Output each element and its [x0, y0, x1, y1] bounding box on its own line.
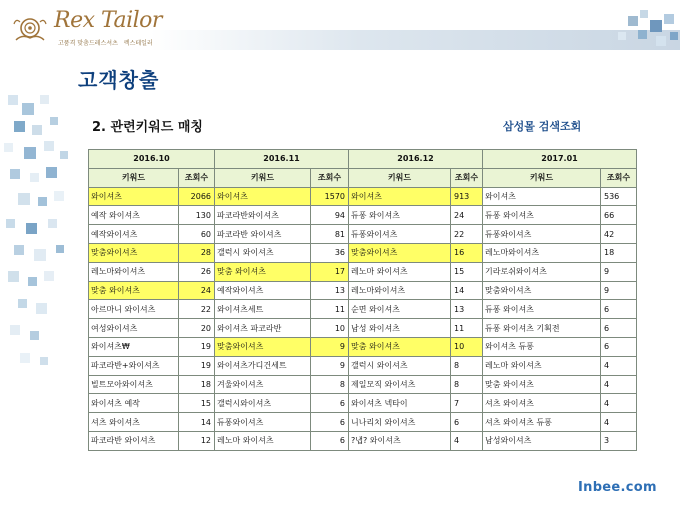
count-cell: 8: [451, 375, 483, 394]
table-row: [89, 356, 637, 375]
brand-tagline-text: 고품격 맞춤드레스셔츠: [58, 40, 118, 47]
count-cell: 8: [311, 375, 349, 394]
count-cell: 15: [179, 394, 215, 413]
keyword-table-body: [89, 187, 637, 450]
keyword-cell: 와이셔츠 듀퐁: [483, 337, 601, 356]
count-cell: 1570: [311, 187, 349, 206]
count-cell: 81: [311, 225, 349, 244]
count-cell: 22: [451, 225, 483, 244]
keyword-cell: 갤럭시 와이셔츠: [349, 356, 451, 375]
keyword-cell: 와이셔츠 넥타이: [349, 394, 451, 413]
keyword-cell: 갤럭시 와이셔츠: [215, 243, 311, 262]
keyword-cell: 듀퐁와이셔츠: [215, 413, 311, 432]
count-cell: 536: [601, 187, 637, 206]
count-cell: 19: [179, 356, 215, 375]
count-cell: 94: [311, 206, 349, 225]
count-cell: 24: [179, 281, 215, 300]
keyword-cell: 맞춤와이셔츠: [349, 243, 451, 262]
count-cell: 14: [451, 281, 483, 300]
keyword-column-header: 키워드: [349, 168, 451, 187]
keyword-cell: 와이셔츠: [483, 187, 601, 206]
month-header: 2016.10: [89, 150, 215, 169]
table-row: [89, 262, 637, 281]
count-cell: 18: [179, 375, 215, 394]
keyword-cell: 맞춤 와이셔츠: [89, 281, 179, 300]
keyword-cell: 와이셔츠: [349, 187, 451, 206]
count-cell: 60: [179, 225, 215, 244]
table-row: [89, 281, 637, 300]
section-title: 2. 관련키워드 매칭: [92, 120, 203, 135]
count-cell: 6: [601, 337, 637, 356]
table-row: [89, 413, 637, 432]
brand-tagline: [58, 38, 153, 47]
count-cell: 3: [601, 431, 637, 450]
decorative-mosaic-left: [0, 95, 80, 395]
decorative-mosaic-top-right: [590, 10, 680, 60]
keyword-cell: 듀퐁 와이셔츠: [349, 206, 451, 225]
keyword-cell: 레노마와이셔츠: [89, 262, 179, 281]
count-cell: 16: [451, 243, 483, 262]
keyword-cell: 파코라반+와이셔츠: [89, 356, 179, 375]
keyword-cell: 여성와이셔츠: [89, 319, 179, 338]
keyword-cell: 맞춤와이셔츠: [89, 243, 179, 262]
keyword-cell: 기라로쉬와이셔츠: [483, 262, 601, 281]
count-column-header: 조회수: [311, 168, 349, 187]
keyword-cell: 듀퐁 와이셔츠: [483, 300, 601, 319]
count-cell: 36: [311, 243, 349, 262]
keyword-cell: 맞춤와이셔츠: [215, 337, 311, 356]
keyword-cell: 남성 와이셔츠: [349, 319, 451, 338]
keyword-cell: 파코라반 와이셔츠: [89, 431, 179, 450]
count-cell: 130: [179, 206, 215, 225]
count-cell: 18: [601, 243, 637, 262]
keyword-cell: 맞춤 와이셔츠: [483, 375, 601, 394]
count-cell: 66: [601, 206, 637, 225]
keyword-cell: 갤럭시와이셔츠: [215, 394, 311, 413]
table-row: [89, 206, 637, 225]
count-cell: 4: [601, 356, 637, 375]
table-row: [89, 431, 637, 450]
count-cell: 6: [601, 319, 637, 338]
keyword-cell: 와이셔츠 파코라반: [215, 319, 311, 338]
count-cell: 9: [311, 337, 349, 356]
count-cell: 6: [311, 431, 349, 450]
count-cell: 13: [451, 300, 483, 319]
keyword-cell: 파코라반 와이셔츠: [215, 225, 311, 244]
keyword-cell: 제일모직 와이셔츠: [349, 375, 451, 394]
keyword-cell: 와이셔츠: [215, 187, 311, 206]
count-cell: 26: [179, 262, 215, 281]
table-row: [89, 337, 637, 356]
keyword-cell: 셔츠 와이셔츠 듀퐁: [483, 413, 601, 432]
count-cell: 4: [601, 413, 637, 432]
keyword-cell: ?냅? 와이셔츠: [349, 431, 451, 450]
keyword-cell: 순면 와이셔츠: [349, 300, 451, 319]
keyword-cell: 와이셔츠 예작: [89, 394, 179, 413]
keyword-cell: 레노마 와이셔츠: [215, 431, 311, 450]
source-note: 삼성몰 검색조회: [503, 120, 582, 133]
keyword-cell: 파코라반와이셔츠: [215, 206, 311, 225]
count-cell: 19: [179, 337, 215, 356]
keyword-cell: 듀퐁와이셔츠: [483, 225, 601, 244]
count-cell: 6: [311, 413, 349, 432]
count-cell: 14: [179, 413, 215, 432]
count-cell: 10: [311, 319, 349, 338]
keyword-cell: 레노마 와이셔츠: [483, 356, 601, 375]
count-cell: 6: [311, 394, 349, 413]
keyword-cell: 레노마와이셔츠: [349, 281, 451, 300]
keyword-cell: 남성와이셔츠: [483, 431, 601, 450]
keyword-cell: 예작와이셔츠: [215, 281, 311, 300]
count-cell: 22: [179, 300, 215, 319]
count-cell: 28: [179, 243, 215, 262]
page-title: 고객창출: [78, 68, 160, 92]
rose-emblem-icon: [12, 14, 48, 46]
column-header-row: [89, 168, 637, 187]
count-cell: 6: [451, 413, 483, 432]
keyword-cell: 듀퐁 와이셔츠 기획전: [483, 319, 601, 338]
count-cell: 9: [601, 281, 637, 300]
keyword-column-header: 키워드: [483, 168, 601, 187]
count-cell: 11: [451, 319, 483, 338]
month-header: 2016.11: [215, 150, 349, 169]
table-row: [89, 375, 637, 394]
keyword-cell: 셔츠 와이셔츠: [483, 394, 601, 413]
keyword-cell: 니나리치 와이셔츠: [349, 413, 451, 432]
keyword-cell: 와이셔츠: [89, 187, 179, 206]
keyword-cell: 아르마니 와이셔츠: [89, 300, 179, 319]
count-cell: 12: [179, 431, 215, 450]
count-cell: 9: [311, 356, 349, 375]
keyword-cell: 와이셔츠세트: [215, 300, 311, 319]
keyword-cell: 와이셔츠가디건세트: [215, 356, 311, 375]
count-column-header: 조회수: [451, 168, 483, 187]
count-cell: 10: [451, 337, 483, 356]
count-cell: 11: [311, 300, 349, 319]
keyword-column-header: 키워드: [215, 168, 311, 187]
keyword-cell: 레노마 와이셔츠: [349, 262, 451, 281]
month-header: 2017.01: [483, 150, 637, 169]
count-cell: 17: [311, 262, 349, 281]
count-cell: 4: [451, 431, 483, 450]
keyword-column-header: 키워드: [89, 168, 179, 187]
brand-name: Rex Tailor: [54, 8, 162, 33]
keyword-cell: 겨울와이셔츠: [215, 375, 311, 394]
keyword-cell: 듀퐁 와이셔츠: [483, 206, 601, 225]
keyword-cell: 듀퐁와이셔츠: [349, 225, 451, 244]
keyword-cell: 맞춤와이셔츠: [483, 281, 601, 300]
brand-logo: [10, 8, 162, 50]
table-row: [89, 319, 637, 338]
keyword-table: [88, 149, 637, 451]
month-header-row: [89, 150, 637, 169]
keyword-cell: 맞춤 와이셔츠: [349, 337, 451, 356]
keyword-cell: 와이셔츠₩: [89, 337, 179, 356]
count-cell: 4: [601, 375, 637, 394]
table-row: [89, 225, 637, 244]
month-header: 2016.12: [349, 150, 483, 169]
count-cell: 24: [451, 206, 483, 225]
keyword-cell: 레노마와이셔츠: [483, 243, 601, 262]
count-column-header: 조회수: [601, 168, 637, 187]
count-cell: 8: [451, 356, 483, 375]
count-cell: 13: [311, 281, 349, 300]
keyword-cell: 예작와이셔츠: [89, 225, 179, 244]
count-cell: 9: [601, 262, 637, 281]
keyword-cell: 빌트모아와이셔츠: [89, 375, 179, 394]
brand-korean-name: 렉스테일러: [123, 40, 153, 47]
keyword-cell: 셔츠 와이셔츠: [89, 413, 179, 432]
keyword-cell: 맞춤 와이셔츠: [215, 262, 311, 281]
count-cell: 42: [601, 225, 637, 244]
count-cell: 2066: [179, 187, 215, 206]
keyword-cell: 예작 와이셔츠: [89, 206, 179, 225]
count-cell: 913: [451, 187, 483, 206]
table-row: [89, 394, 637, 413]
count-cell: 7: [451, 394, 483, 413]
table-row: [89, 300, 637, 319]
footer-brand: Inbee.com: [578, 480, 657, 495]
table-row: [89, 243, 637, 262]
count-column-header: 조회수: [179, 168, 215, 187]
count-cell: 20: [179, 319, 215, 338]
table-row: [89, 187, 637, 206]
count-cell: 6: [601, 300, 637, 319]
count-cell: 4: [601, 394, 637, 413]
count-cell: 15: [451, 262, 483, 281]
